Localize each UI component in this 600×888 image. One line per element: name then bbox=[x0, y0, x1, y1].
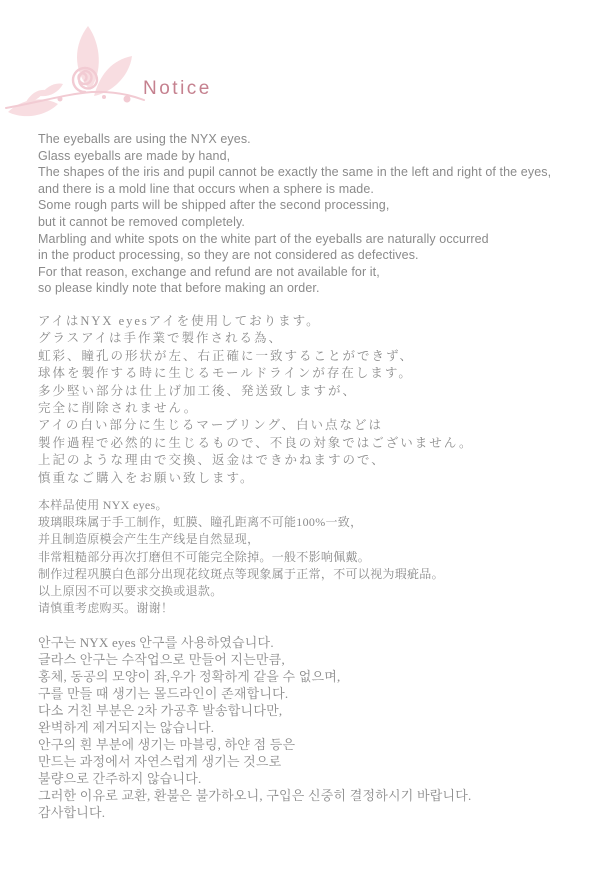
text-line: Glass eyeballs are made by hand, bbox=[38, 148, 231, 163]
text-line: 製作過程で必然的に生じるもので、不良の対象ではございません。 bbox=[38, 435, 474, 450]
text-line: so please kindly note that before making an order. bbox=[38, 281, 320, 296]
text-line: 불량으로 간주하지 않습니다. bbox=[38, 771, 202, 786]
text-line: 안구의 흰 부분에 생기는 마블링, 하얀 점 등은 bbox=[38, 737, 296, 752]
text-line: 完全に削除されません。 bbox=[38, 400, 199, 415]
notice-section-english bbox=[38, 131, 551, 297]
text-line: 上記のような理由で交換、返金はできかねますので、 bbox=[38, 453, 386, 468]
text-line: Marbling and white spots on the white part of the eyeballs are naturally occurred bbox=[38, 231, 489, 246]
text-line: 구를 만들 때 생기는 몰드라인이 존재합니다. bbox=[38, 686, 289, 701]
text-line: 请慎重考虑购买。谢谢！ bbox=[38, 601, 174, 616]
text-line: 以上原因不可以要求交换或退款。 bbox=[38, 583, 223, 598]
text-line: 글라스 안구는 수작업으로 만들어 지는만큼, bbox=[38, 652, 285, 667]
text-line: 多少堅い部分は仕上げ加工後、発送致しますが、 bbox=[38, 383, 358, 398]
text-line: For that reason, exchange and refund are not available for it, bbox=[38, 264, 380, 279]
text-line: 本样品使用 NYX eyes。 bbox=[38, 498, 168, 512]
text-line: and there is a mold line that occurs when a sphere is made. bbox=[38, 181, 374, 196]
text-line: 慎重なご購入をお願い致します。 bbox=[38, 470, 255, 485]
text-line: グラスアイは手作業で製作される為、 bbox=[38, 331, 284, 346]
text-line: 非常粗糙部分再次打磨但不可能完全除掉。一般不影响佩戴。 bbox=[38, 549, 371, 564]
text-line: 만드는 과정에서 자연스럽게 생기는 것으로 bbox=[38, 754, 282, 769]
text-line: 감사합니다. bbox=[38, 805, 106, 820]
text-line: The eyeballs are using the NYX eyes. bbox=[38, 132, 251, 146]
text-line: 并且制造原模会产生生产线是自然显现， bbox=[38, 532, 260, 547]
notice-section-korean bbox=[38, 634, 471, 821]
text-line: 완벽하게 제거되지는 않습니다. bbox=[38, 720, 215, 735]
text-line: 制作过程巩膜白色部分出现花纹斑点等现象属于正常，不可以视为瑕疵品。 bbox=[38, 566, 444, 581]
page-title: Notice bbox=[143, 78, 212, 99]
text-line: in the product processing, so they are not considered as defectives. bbox=[38, 248, 419, 263]
text-line: アイはNYX eyesアイを使用しております。 bbox=[38, 314, 321, 328]
text-line: The shapes of the iris and pupil cannot be exactly the same in the left and right of the eyes, bbox=[38, 165, 552, 180]
notice-section-japanese bbox=[38, 313, 474, 487]
notice-section-chinese bbox=[38, 497, 444, 617]
text-line: 홍체, 동공의 모양이 좌,우가 정확하게 같을 수 없으며, bbox=[38, 669, 341, 684]
text-line: but it cannot be removed completely. bbox=[38, 214, 245, 229]
text-line: 다소 거친 부분은 2차 가공후 발송합니다만, bbox=[38, 703, 283, 718]
text-line: 球体を製作する時に生じるモールドラインが存在します。 bbox=[38, 366, 413, 381]
text-line: 玻璃眼珠属于手工制作，虹膜、瞳孔距离不可能100%一致， bbox=[38, 515, 363, 530]
flower-ornament-icon bbox=[0, 12, 150, 122]
text-line: 안구는 NYX eyes 안구를 사용하였습니다. bbox=[38, 635, 274, 650]
text-line: 그러한 이유로 교환, 환불은 불가하오니, 구입은 신중히 결정하시기 바랍니다. bbox=[38, 788, 472, 803]
text-line: 虹彩、瞳孔の形状が左、右正確に一致することができず、 bbox=[38, 348, 415, 363]
text-line: アイの白い部分に生じるマーブリング、白い点などは bbox=[38, 418, 384, 433]
text-line: Some rough parts will be shipped after the second processing, bbox=[38, 198, 390, 213]
